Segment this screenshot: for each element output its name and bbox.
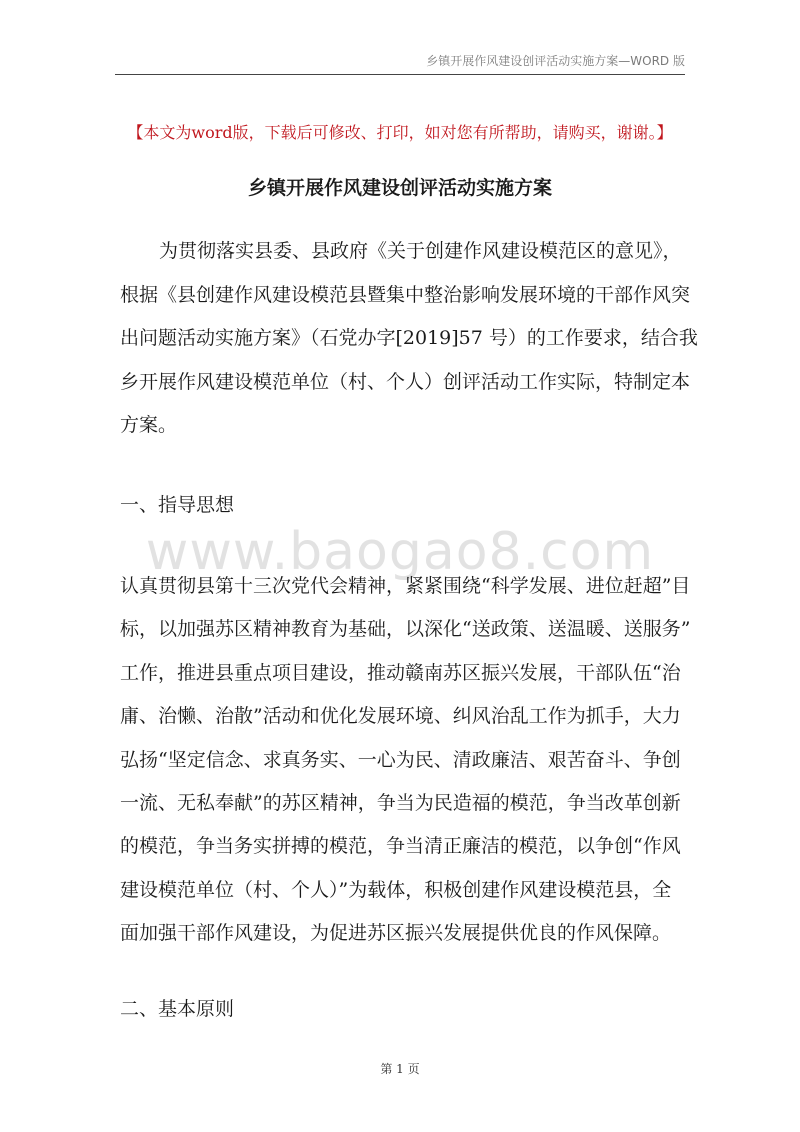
section-heading-basic-principles: 二、基本原则 (120, 998, 235, 1020)
running-header: 乡镇开展作风建设创评活动实施方案—WORD 版 (426, 54, 685, 68)
body-paragraph-line: 一流、无私奉献”的苏区精神，争当为民造福的模范，争当改革创新 (120, 792, 681, 814)
intro-paragraph-line: 根据《县创建作风建设模范县暨集中整治影响发展环境的干部作风突 (120, 284, 691, 306)
intro-paragraph-line: 方案。 (120, 414, 178, 436)
intro-paragraph-line: 为贯彻落实县委、县政府《关于创建作风建设模范区的意见》， (159, 240, 682, 262)
body-paragraph-line: 的模范，争当务实拼搏的模范，争当清正廉洁的模范，以争创“作风 (120, 835, 681, 857)
body-paragraph-line: 面加强干部作风建设，为促进苏区振兴发展提供优良的作风保障。 (120, 922, 672, 944)
body-paragraph-line: 建设模范单位（村、个人）”为载体，积极创建作风建设模范县，全 (120, 879, 672, 901)
body-paragraph-line: 弘扬“坚定信念、求真务实、一心为民、清政廉洁、艰苦奋斗、争创 (120, 749, 681, 771)
section-heading-guiding-ideology: 一、指导思想 (120, 494, 235, 516)
intro-paragraph-line: 出问题活动实施方案》（石党办字[2019]57 号）的工作要求，结合我 (120, 327, 698, 349)
body-paragraph-line: 工作，推进县重点项目建设，推动赣南苏区振兴发展，干部队伍“治 (120, 662, 681, 684)
header-divider (115, 74, 685, 75)
site-watermark: www.baogao8.com (145, 522, 655, 582)
body-paragraph-line: 庸、治懒、治散”活动和优化发展环境、纠风治乱工作为抓手，大力 (120, 705, 681, 727)
body-paragraph-line: 认真贯彻县第十三次党代会精神，紧紧围绕“科学发展、进位赶超”目 (120, 575, 691, 597)
document-title: 乡镇开展作风建设创评活动实施方案 (247, 177, 552, 199)
purchase-notice: 【本文为word版，下载后可修改、打印，如对您有所帮助，请购买，谢谢。】 (127, 123, 673, 142)
body-paragraph-line: 标，以加强苏区精神教育为基础，以深化“送政策、送温暖、送服务” (120, 618, 691, 640)
page-number: 第 1 页 (380, 1062, 420, 1076)
intro-paragraph-line: 乡开展作风建设模范单位（村、个人）创评活动工作实际，特制定本 (120, 371, 691, 393)
